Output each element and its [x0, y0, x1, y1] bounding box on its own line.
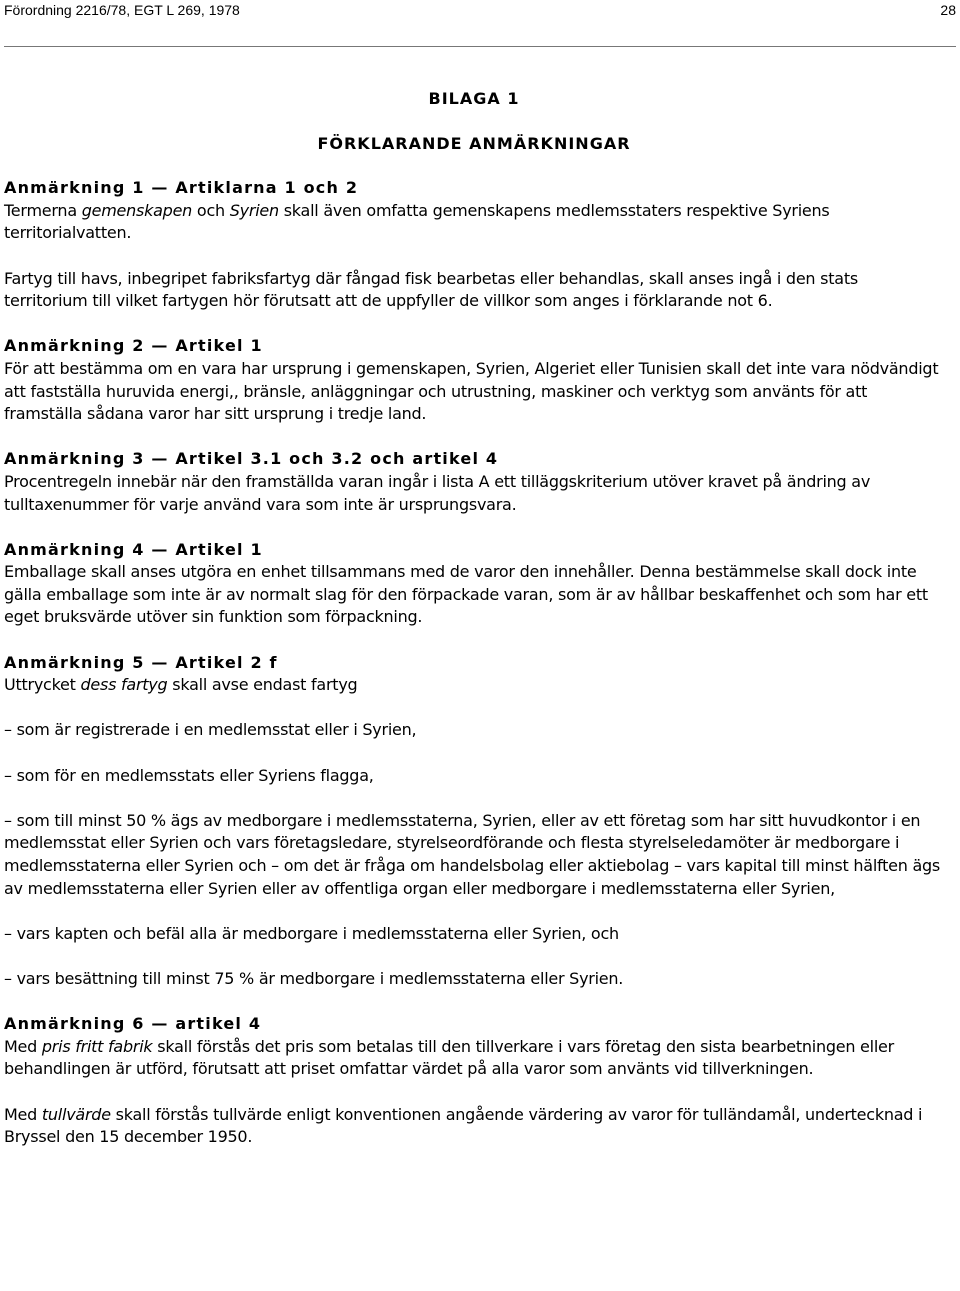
note-text: Med pris fritt fabrik skall förstås det pris som betalas till den tillverkare i vars företag den sista bearbetningen eller behandlingen är utförd, förutsatt att priset omfattar värdet på alla varor som använts vid tillverkningen. — [4, 1036, 894, 1079]
note-heading: Anmärkning 6 — artikel 4 — [4, 1014, 262, 1034]
document-reference: Förordning 2216/78, EGT L 269, 1978 — [4, 2, 240, 18]
note-text: Procentregeln innebär när den framställda varan ingår i lista A ett tilläggskriterium utöver kravet på ändring av tulltaxenummer för varje använd vara som inte är ursprungsvara. — [4, 471, 871, 514]
note-text: För att bestämma om en vara har ursprung i gemenskapen, Syrien, Algeriet eller Tunisien skall det inte vara nödvändigt att fastställa huruvida energi,, bränsle, anläggningar och utrustning, maskiner och verktyg som använts för att framställa sådana varor har sitt ursprung i tredje land. — [4, 358, 939, 424]
list-item: – som till minst 50 % ägs av medborgare i medlemsstaterna, Syrien, eller av ett företag som har sitt huvudkontor i en medlemsstat eller Syrien och vars företagsledare, styrelseordförande och flesta styrelseledamöter är medborgare i medlemsstaterna eller Syrien och – om det är fråga om handelsbolag eller aktiebolag – vars kapital till minst hälften ägs av medlemsstaterna eller Syrien eller av offentliga organ eller medborgare i medlemsstaterna eller Syrien, — [4, 810, 940, 898]
note-6 — [4, 1013, 944, 1081]
note-paragraph: Fartyg till havs, inbegripet fabriksfartyg där fångad fisk bearbetas eller behandlas, skall anses ingå i den stats territorium till vilket fartygen hör förutsatt att de uppfyller de villkor som anges i förklarande not 6. — [4, 268, 858, 311]
note-heading: Anmärkning 5 — Artikel 2 f — [4, 652, 278, 672]
header-divider — [4, 46, 956, 47]
note-5 — [4, 652, 944, 697]
note-1 — [4, 177, 944, 245]
section-heading: FÖRKLARANDE ANMÄRKNINGAR — [317, 133, 631, 153]
list-item: – som för en medlemsstats eller Syriens flagga, — [4, 765, 374, 785]
list-item: – vars besättning till minst 75 % är medborgare i medlemsstaterna eller Syrien. — [4, 968, 624, 988]
note-2 — [4, 335, 944, 425]
page-number: 28 — [940, 2, 956, 18]
page-header — [4, 2, 956, 22]
note-4 — [4, 539, 944, 629]
note-heading: Anmärkning 4 — Artikel 1 — [4, 539, 263, 559]
note-heading: Anmärkning 1 — Artiklarna 1 och 2 — [4, 178, 359, 198]
note-3 — [4, 448, 944, 516]
document-body — [4, 88, 944, 1171]
note-text: Uttrycket dess fartyg skall avse endast fartyg — [4, 675, 358, 695]
note-text: Emballage skall anses utgöra en enhet tillsammans med de varor den innehåller. Denna bestämmelse skall dock inte gälla emballage som inte är av normalt slag för den förpackade varan, som är av hållbar beskaffenhet och som har ett eget bruksvärde utöver sin funktion som förpackning. — [4, 562, 928, 627]
note-paragraph: Med tullvärde skall förstås tullvärde enligt konventionen angående värdering av varor för tulländamål, undertecknad i Bryssel den 15 december 1950. — [4, 1104, 923, 1147]
note-text: Termerna gemenskapen och Syrien skall även omfatta gemenskapens medlemsstaters respektive Syriens territorialvatten. — [4, 200, 830, 243]
note-heading: Anmärkning 2 — Artikel 1 — [4, 336, 263, 356]
list-item: – som är registrerade i en medlemsstat eller i Syrien, — [4, 720, 417, 740]
note-heading: Anmärkning 3 — Artikel 3.1 och 3.2 och artikel 4 — [4, 449, 499, 469]
list-item: – vars kapten och befäl alla är medborgare i medlemsstaterna eller Syrien, och — [4, 923, 619, 943]
annex-title: BILAGA 1 — [428, 89, 520, 108]
